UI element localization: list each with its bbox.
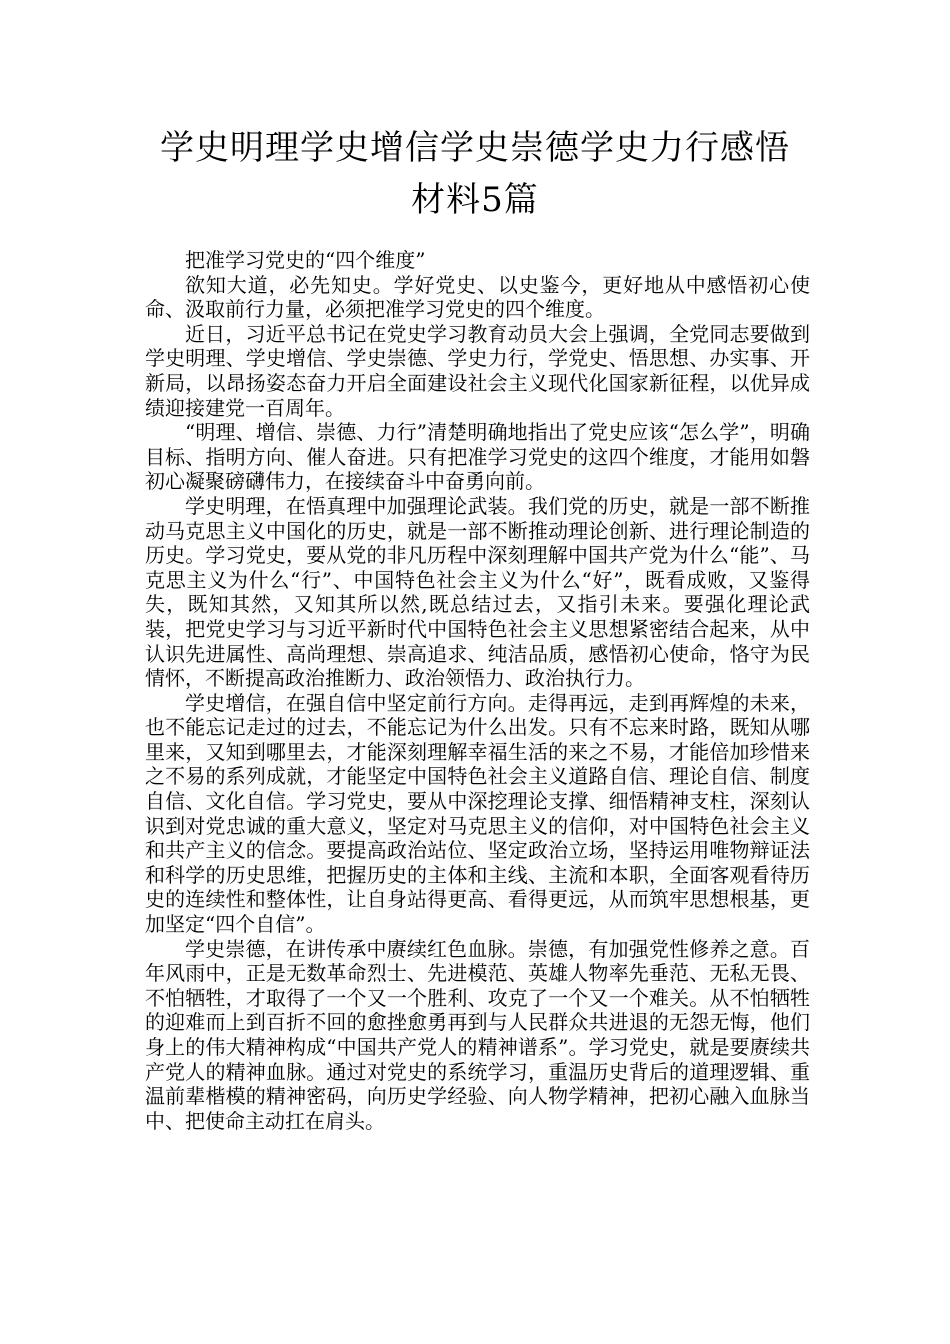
paragraph-zengxin: 学史增信，在强自信中坚定前行方向。走得再远，走到再辉煌的未来，也不能忘记走过的过去，不能忘记为什么出发。只有不忘来时路，既知从哪里来，又知到哪里去，才能深刻理解幸福生活的来之不易，才能倍加珍惜来之不易的系列成就，才能坚定中国特色社会主义道路自信、理论自信、制度自信、文化自信。学习党史，要从中深挖理论支撑、细悟精神支柱，深刻认识到对党忠诚的重大意义，坚定对马克思主义的信仰，对中国特色社会主义和共产主义的信念。要提高政治站位、坚定政治立场，坚持运用唯物辩证法和科学的历史思维，把握历史的主体和主线、主流和本职，全面客观看待历史的连续性和整体性，让自身站得更高、看得更远，从而筑牢思想根基，更加坚定“四个自信”。 — [145, 690, 810, 937]
document-body — [145, 248, 810, 1133]
document-title — [0, 122, 950, 226]
paragraph-intro: 欲知大道，必先知史。学好党史、以史鉴今，更好地从中感悟初心使命、汲取前行力量，必须把准学习党史的四个维度。 — [145, 272, 810, 322]
paragraph-four-dimensions: “明理、增信、崇德、力行”清楚明确地指出了党史应该“怎么学”，明确目标、指明方向、催人奋进。只有把准学习党史的这四个维度，才能用如磐初心凝聚磅礴伟力，在接续奋斗中奋勇向前。 — [145, 420, 810, 494]
paragraph-speech: 近日，习近平总书记在党史学习教育动员大会上强调，全党同志要做到学史明理、学史增信、学史崇德、学史力行，学党史、悟思想、办实事、开新局，以昂扬姿态奋力开启全面建设社会主义现代化国家新征程，以优异成绩迎接建党一百周年。 — [145, 321, 810, 420]
paragraph-chongde: 学史崇德，在讲传承中赓续红色血脉。崇德，有加强党性修养之意。百年风雨中，正是无数革命烈士、先进模范、英雄人物率先垂范、无私无畏、不怕牺牲，才取得了一个又一个胜利、攻克了一个又一个难关。从不怕牺牲的迎难而上到百折不回的愈挫愈勇再到与人民群众共进退的无怨无悔，他们身上的伟大精神构成“中国共产党人的精神谱系”。学习党史，就是要赓续共产党人的精神血脉。通过对党史的系统学习，重温历史背后的道理逻辑、重温前辈楷模的精神密码，向历史学经验、向人物学精神，把初心融入血脉当中、把使命主动扛在肩头。 — [145, 936, 810, 1133]
title-line-2: 材料5篇 — [411, 180, 539, 220]
section-heading: 把准学习党史的“四个维度” — [185, 248, 426, 272]
title-line-1: 学史明理学史增信学史崇德学史力行感悟 — [160, 128, 790, 168]
paragraph-mingli: 学史明理，在悟真理中加强理论武装。我们党的历史，就是一部不断推动马克思主义中国化的历史，就是一部不断推动理论创新、进行理论制造的历史。学习党史，要从党的非凡历程中深刻理解中国共产党为什么“能”、马克思主义为什么“行”、中国特色社会主义为什么“好”，既看成败，又鉴得失，既知其然，又知其所以然,既总结过去，又指引未来。要强化理论武装，把党史学习与习近平新时代中国特色社会主义思想紧密结合起来，从中认识先进属性、高尚理想、崇高追求、纯洁品质，感悟初心使命，恪守为民情怀，不断提高政治推断力、政治领悟力、政治执行力。 — [145, 493, 810, 691]
